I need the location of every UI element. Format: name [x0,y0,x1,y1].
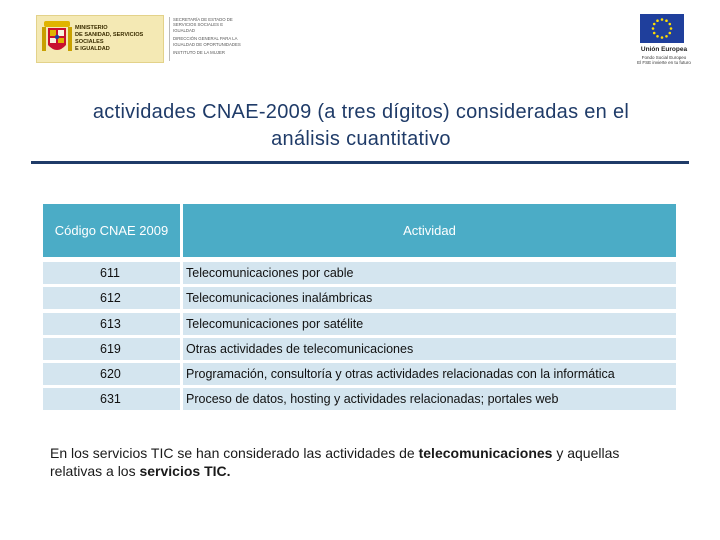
title-divider [31,161,689,164]
eu-fund: Fondo Social Europeo El FSE invierte en tu futuro [637,55,691,66]
note-part-1: En los servicios TIC se han considerado las actividades de [50,445,419,461]
table-row [43,287,676,309]
note-bold-tic: servicios TIC. [139,463,231,479]
ministry-logo [36,15,242,63]
code-cell: 619 [43,338,180,360]
code-cell: 612 [43,287,180,309]
table-row [43,313,676,335]
activity-cell: Proceso de datos, hosting y actividades relacionadas; portales web [183,388,676,410]
code-cell: 613 [43,313,180,335]
table-header [43,204,676,257]
table-row [43,338,676,360]
footnote-text [50,444,670,480]
note-part-2: y aquellas relativas a los [50,445,620,479]
coat-of-arms-icon [41,19,73,59]
title-line-1: actividades CNAE-2009 (a tres dígitos) consideradas en el [92,101,630,123]
activity-cell: Otras actividades de telecomunicaciones [183,338,676,360]
activity-cell: Telecomunicaciones por cable [183,262,676,284]
ministry-departments [169,17,243,61]
column-header-activity: Actividad [183,204,676,257]
eu-logo [628,14,700,72]
code-cell: 611 [43,262,180,284]
code-cell: 620 [43,363,180,385]
title-line-2: análisis cuantitativo [271,128,451,150]
table-row [43,388,676,410]
column-header-code: Código CNAE 2009 [43,204,180,257]
instituto-text: INSTITUTO DE LA MUJER [173,50,225,56]
table-row [43,363,676,385]
page-title [20,99,702,153]
secretaria-text: SECRETARÍA DE ESTADO DE SERVICIOS SOCIALES E IGUALDAD [173,17,233,33]
code-cell: 631 [43,388,180,410]
eu-flag-icon [640,14,684,43]
ministry-name: MINISTERIO DE SANIDAD, SERVICIOS SOCIALES E IGUALDAD [75,25,144,52]
note-bold-telecom: telecomunicaciones [418,445,553,461]
direccion-text: DIRECCIÓN GENERAL PARA LA IGUALDAD DE OPORTUNIDADES [173,36,241,47]
eu-name: Unión Europea [640,46,688,53]
activity-cell: Telecomunicaciones por satélite [183,313,676,335]
activity-cell: Programación, consultoría y otras actividades relacionadas con la informática [183,363,676,385]
ministry-logo-block [36,15,164,63]
table-row [43,262,676,284]
activity-cell: Telecomunicaciones inalámbricas [183,287,676,309]
